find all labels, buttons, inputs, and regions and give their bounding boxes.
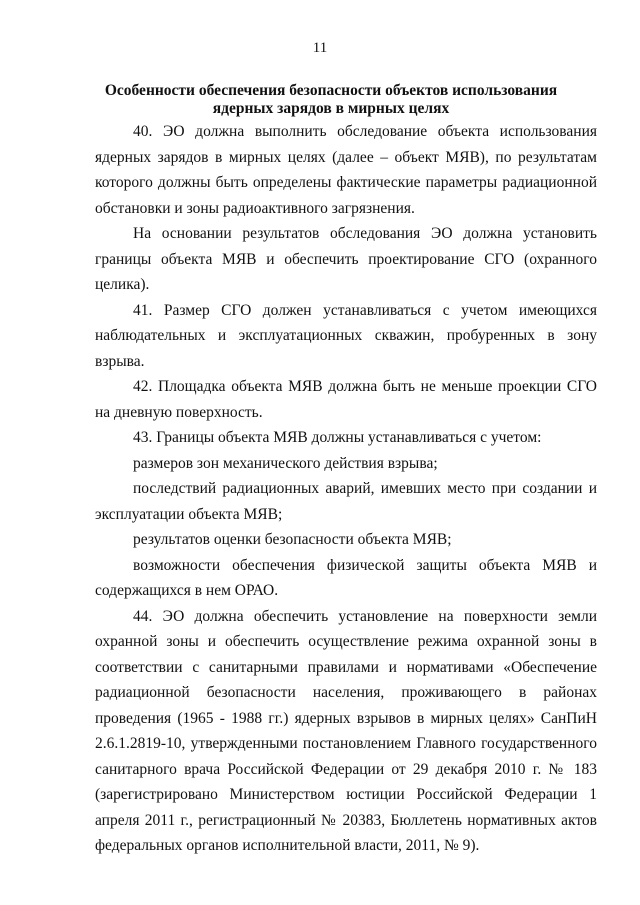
page-number: 11 (312, 40, 328, 56)
paragraph-42: 42. Площадка объекта МЯВ должна быть не меньше проекции СГО на дневную поверхность. (95, 378, 597, 421)
paragraph-41: 41. Размер СГО должен устанавливаться с учетом имеющихся наблюдательных и эксплуатационных скважин, пробуренных в зону взрыва. (95, 301, 597, 370)
paragraph-40: 40. ЭО должна выполнить обследование объекта использования ядерных зарядов в мирных целях (далее – объект МЯВ), по результатам которого должны быть определены фактические параметры радиационной обстановки и зоны радиоактивного загрязнения. (95, 123, 597, 217)
section-heading (96, 82, 566, 118)
section-heading-line-2: ядерных зарядов в мирных целях (212, 100, 450, 117)
section-heading-line-1: Особенности обеспечения безопасности объектов использования (104, 82, 558, 99)
list-item-mechanical-zones: размеров зон механического действия взрыва; (133, 454, 438, 472)
list-item-radiation-accidents: последствий радиационных аварий, имевших место при создании и эксплуатации объекта МЯВ; (95, 480, 597, 523)
paragraph-44: 44. ЭО должна обеспечить установление на поверхности земли охранной зоны и обеспечить осуществление режима охранной зоны в соответствии с санитарными правилами и нормативами «Обеспечение радиационной безопасности населения, проживающего в районах проведения (1965 - 1988 гг.) ядерных взрывов в мирных целях» СанПиН 2.6.1.2819-10, утвержденными постановлением Главного государственного санитарного врача Российской Федерации от 29 декабря 2010 г. № 183 (зарегистрировано Министерством юстиции Российской Федерации 1 апреля 2011 г., регистрационный № 20383, Бюллетень нормативных актов федеральных органов исполнительной власти, 2011, № 9). (95, 607, 597, 854)
list-item-physical-protection: возможности обеспечения физической защиты объекта МЯВ и содержащихся в нем ОРАО. (95, 556, 597, 599)
list-item-safety-assessment: результатов оценки безопасности объекта МЯВ; (133, 531, 452, 548)
paragraph-43: 43. Границы объекта МЯВ должны устанавливаться с учетом: (133, 429, 542, 446)
paragraph-40-continued: На основании результатов обследования ЭО должна установить границы объекта МЯВ и обеспечить проектирование СГО (охранного целика). (95, 225, 597, 293)
document-body (95, 119, 597, 859)
